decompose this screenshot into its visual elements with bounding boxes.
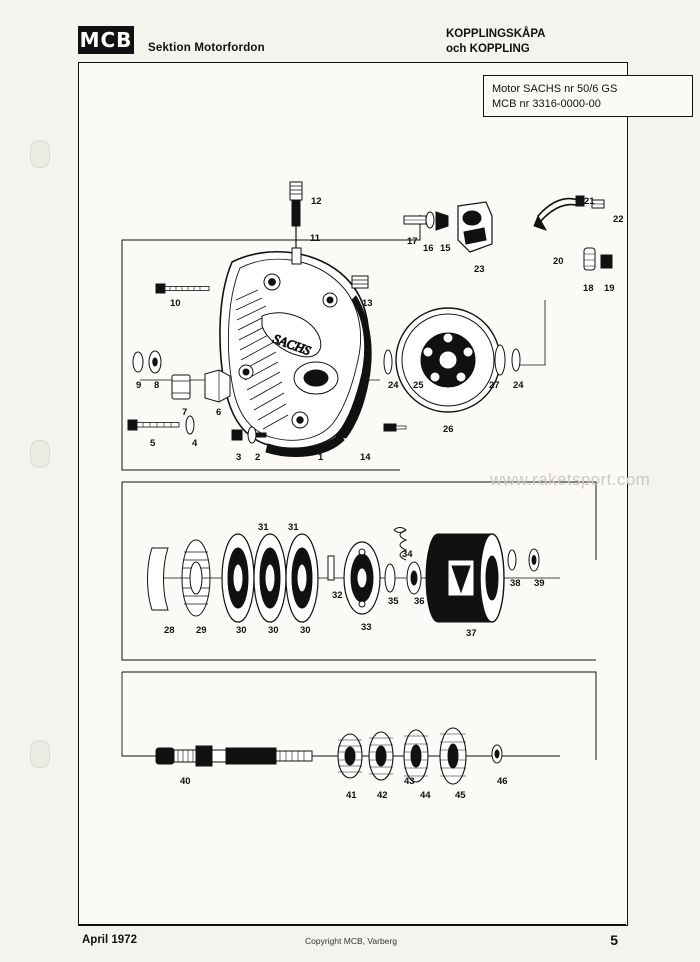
mcb-logo: MCB xyxy=(79,28,133,52)
part-number-label: 15 xyxy=(440,243,451,254)
document-title-line1: KOPPLINGSKÅPA xyxy=(446,28,546,40)
part-number-label: 18 xyxy=(583,283,594,294)
part-number-label: 30 xyxy=(236,625,247,636)
part-number-label: 31 xyxy=(258,522,269,533)
footer-date: April 1972 xyxy=(82,934,137,946)
part-number-label: 30 xyxy=(300,625,311,636)
part-number-label: 33 xyxy=(361,622,372,633)
part-number-label: 17 xyxy=(407,236,418,247)
part-number-label: 42 xyxy=(377,790,388,801)
part-number-label: 37 xyxy=(466,628,477,639)
part-number-label: 40 xyxy=(180,776,191,787)
part-number-label: 26 xyxy=(443,424,454,435)
section-title: Sektion Motorfordon xyxy=(148,42,265,54)
part-number-label: 8 xyxy=(154,380,160,391)
part-number-label: 25 xyxy=(413,380,424,391)
part-number-label: 45 xyxy=(455,790,466,801)
part-number-label: 27 xyxy=(489,380,500,391)
part-number-label: 2 xyxy=(255,452,261,463)
part-number-label: 16 xyxy=(423,243,434,254)
part-number-label: 19 xyxy=(604,283,615,294)
part-number-label: 39 xyxy=(534,578,545,589)
watermark: www.raketsport.com xyxy=(490,470,651,489)
part-number-label: 41 xyxy=(346,790,357,801)
part-number-label: 20 xyxy=(553,256,564,267)
part-number-label: 22 xyxy=(613,214,624,225)
part-number-label: 31 xyxy=(288,522,299,533)
part-number-label: 7 xyxy=(182,407,188,418)
part-number-label: 9 xyxy=(136,380,142,391)
footer-copyright: Copyright MCB, Varberg xyxy=(305,936,397,946)
part-number-label: 3 xyxy=(236,452,242,463)
part-number-label: 35 xyxy=(388,596,399,607)
part-number-label: 1 xyxy=(318,452,324,463)
part-number-label: 24 xyxy=(513,380,524,391)
footer-page-number: 5 xyxy=(610,932,618,948)
part-number-label: 12 xyxy=(311,196,322,207)
part-number-label: 24 xyxy=(388,380,399,391)
part-number-label: 28 xyxy=(164,625,175,636)
part-number-label: 38 xyxy=(510,578,521,589)
part-number-label: 4 xyxy=(192,438,198,449)
part-number-label: 23 xyxy=(474,264,485,275)
part-number-label: 6 xyxy=(216,407,222,418)
motor-info-line2: MCB nr 3316-0000-00 xyxy=(492,98,601,110)
part-number-label: 34 xyxy=(402,549,413,560)
part-number-label: 43 xyxy=(404,776,415,787)
part-number-label: 13 xyxy=(362,298,373,309)
part-number-label: 10 xyxy=(170,298,181,309)
part-number-label: 36 xyxy=(414,596,425,607)
motor-info-line1: Motor SACHS nr 50/6 GS xyxy=(492,83,618,95)
part-number-label: 29 xyxy=(196,625,207,636)
part-number-label: 46 xyxy=(497,776,508,787)
footer-divider xyxy=(78,924,626,925)
part-number-label: 30 xyxy=(268,625,279,636)
part-number-label: 44 xyxy=(420,790,431,801)
part-number-label: 11 xyxy=(310,233,321,244)
part-number-label: 5 xyxy=(150,438,156,449)
part-number-label: 21 xyxy=(584,196,595,207)
svg-text:SACHS: SACHS xyxy=(270,330,313,359)
part-number-label: 14 xyxy=(360,452,371,463)
part-number-label: 32 xyxy=(332,590,343,601)
document-title-line2: och KOPPLING xyxy=(446,43,530,55)
